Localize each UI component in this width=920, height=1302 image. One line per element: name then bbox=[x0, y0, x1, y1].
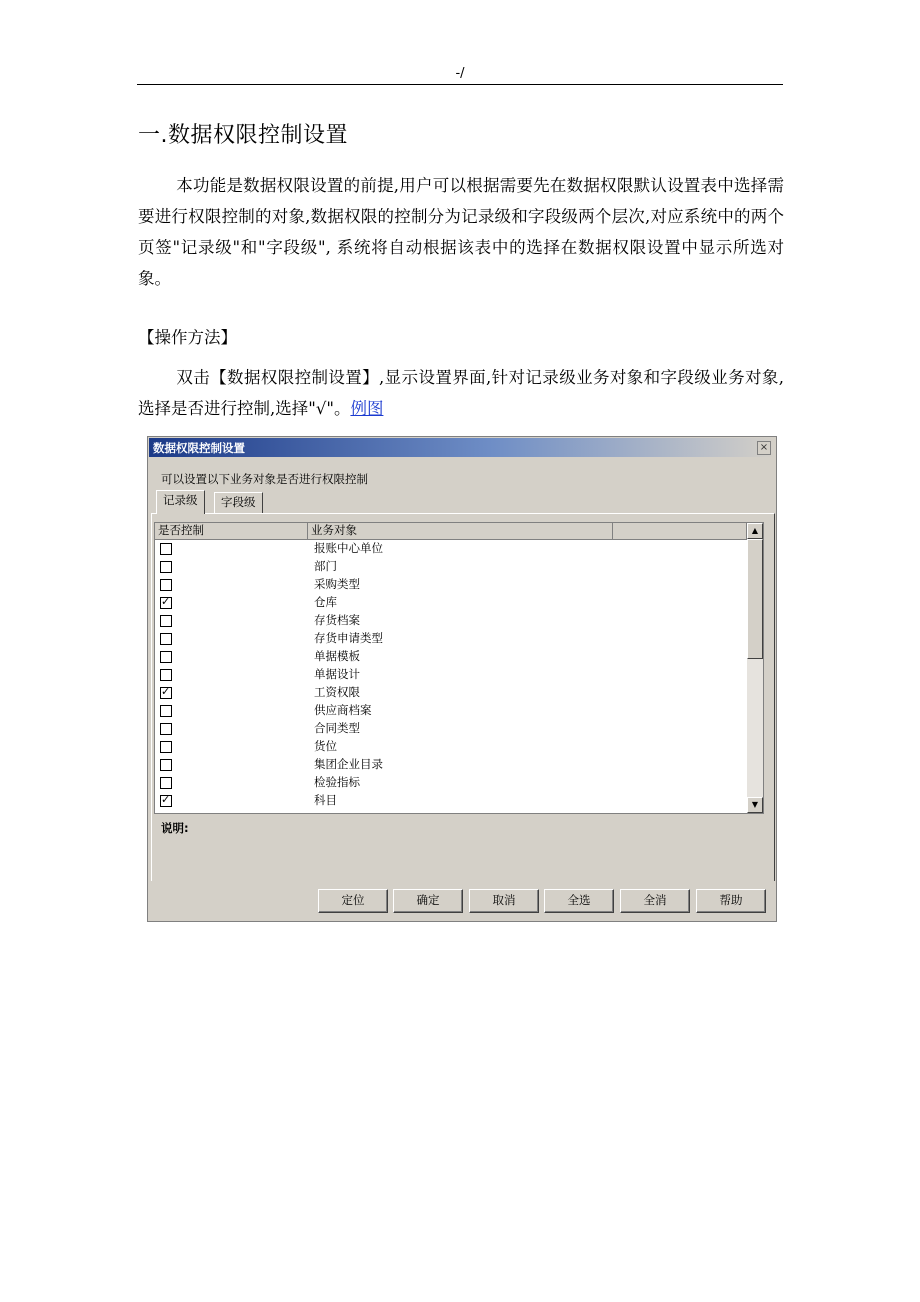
deselect-all-button[interactable]: 全消 bbox=[620, 889, 690, 913]
row-object-label: 报账中心单位 bbox=[314, 541, 383, 555]
checkbox-unchecked[interactable] bbox=[160, 633, 172, 645]
row-object-label: 单据设计 bbox=[314, 667, 360, 681]
row-object-label: 检验指标 bbox=[314, 775, 360, 789]
table-row[interactable] bbox=[155, 684, 747, 702]
table-row[interactable] bbox=[155, 774, 747, 792]
object-grid bbox=[154, 522, 764, 814]
help-button[interactable]: 帮助 bbox=[696, 889, 766, 913]
column-header-object[interactable]: 业务对象 bbox=[308, 523, 613, 539]
table-row[interactable] bbox=[155, 540, 747, 558]
row-object-label: 仓库 bbox=[314, 595, 337, 609]
table-row[interactable] bbox=[155, 720, 747, 738]
checkbox-unchecked[interactable] bbox=[160, 561, 172, 573]
checkbox-unchecked[interactable] bbox=[160, 615, 172, 627]
scroll-thumb[interactable] bbox=[747, 539, 763, 659]
row-object-label: 单据模板 bbox=[314, 649, 360, 663]
table-row[interactable] bbox=[155, 576, 747, 594]
cancel-button[interactable]: 取消 bbox=[469, 889, 539, 913]
checkbox-checked[interactable] bbox=[160, 795, 172, 807]
scroll-up-icon[interactable]: ▲ bbox=[747, 523, 763, 539]
table-row[interactable] bbox=[155, 612, 747, 630]
row-object-label: 合同类型 bbox=[314, 721, 360, 735]
locate-button[interactable]: 定位 bbox=[318, 889, 388, 913]
checkbox-unchecked[interactable] bbox=[160, 579, 172, 591]
table-row[interactable] bbox=[155, 702, 747, 720]
checkbox-unchecked[interactable] bbox=[160, 543, 172, 555]
select-all-button[interactable]: 全选 bbox=[544, 889, 614, 913]
checkbox-unchecked[interactable] bbox=[160, 759, 172, 771]
column-header-control[interactable]: 是否控制 bbox=[155, 523, 308, 539]
page-header-text: -/ bbox=[455, 66, 465, 81]
operation-method-label: 【操作方法】 bbox=[138, 328, 237, 347]
table-row[interactable] bbox=[155, 594, 747, 612]
tab-record-level[interactable]: 记录级 bbox=[156, 490, 205, 514]
permission-dialog bbox=[147, 436, 777, 922]
dialog-title: 数据权限控制设置 bbox=[153, 441, 245, 455]
row-object-label: 货位 bbox=[314, 739, 337, 753]
close-icon[interactable]: × bbox=[757, 441, 771, 455]
example-link[interactable]: 例图 bbox=[350, 399, 384, 418]
checkbox-unchecked[interactable] bbox=[160, 723, 172, 735]
row-object-label: 存货档案 bbox=[314, 613, 360, 627]
checkbox-unchecked[interactable] bbox=[160, 741, 172, 753]
table-row[interactable] bbox=[155, 630, 747, 648]
header-rule bbox=[137, 84, 783, 85]
checkbox-unchecked[interactable] bbox=[160, 705, 172, 717]
description-label: 说明: bbox=[161, 821, 189, 835]
row-object-label: 部门 bbox=[314, 559, 337, 573]
grid-header bbox=[155, 523, 747, 540]
table-row[interactable] bbox=[155, 648, 747, 666]
tab-field-level[interactable]: 字段级 bbox=[214, 492, 263, 513]
table-row[interactable] bbox=[155, 792, 747, 810]
operation-paragraph bbox=[138, 362, 784, 424]
table-row[interactable] bbox=[155, 756, 747, 774]
checkbox-checked[interactable] bbox=[160, 687, 172, 699]
confirm-button[interactable]: 确定 bbox=[393, 889, 463, 913]
dialog-prompt: 可以设置以下业务对象是否进行权限控制 bbox=[161, 472, 368, 486]
section-heading: 一.数据权限控制设置 bbox=[138, 123, 348, 148]
table-row[interactable] bbox=[155, 558, 747, 576]
table-row[interactable] bbox=[155, 738, 747, 756]
operation-text: 双击【数据权限控制设置】,显示设置界面,针对记录级业务对象和字段级业务对象,选择是否进行控制,选择"√"。 bbox=[138, 368, 784, 418]
column-header-extra[interactable] bbox=[613, 523, 747, 539]
row-object-label: 采购类型 bbox=[314, 577, 360, 591]
intro-paragraph bbox=[138, 170, 784, 294]
row-object-label: 供应商档案 bbox=[314, 703, 372, 717]
checkbox-checked[interactable] bbox=[160, 597, 172, 609]
checkbox-unchecked[interactable] bbox=[160, 777, 172, 789]
dialog-titlebar bbox=[149, 438, 775, 457]
row-object-label: 集团企业目录 bbox=[314, 757, 383, 771]
table-row[interactable] bbox=[155, 666, 747, 684]
checkbox-unchecked[interactable] bbox=[160, 669, 172, 681]
intro-text: 本功能是数据权限设置的前提,用户可以根据需要先在数据权限默认设置表中选择需要进行权限控制的对象,数据权限的控制分为记录级和字段级两个层次,对应系统中的两个页签"记录级"和"字段级", 系统将自动根据该表中的选择在数据权限设置中显示所选对象。 bbox=[138, 176, 784, 288]
scroll-down-icon[interactable]: ▼ bbox=[747, 797, 763, 813]
row-object-label: 科目 bbox=[314, 793, 337, 807]
row-object-label: 存货申请类型 bbox=[314, 631, 383, 645]
row-object-label: 工资权限 bbox=[314, 685, 360, 699]
checkbox-unchecked[interactable] bbox=[160, 651, 172, 663]
vertical-scrollbar[interactable] bbox=[747, 523, 763, 813]
